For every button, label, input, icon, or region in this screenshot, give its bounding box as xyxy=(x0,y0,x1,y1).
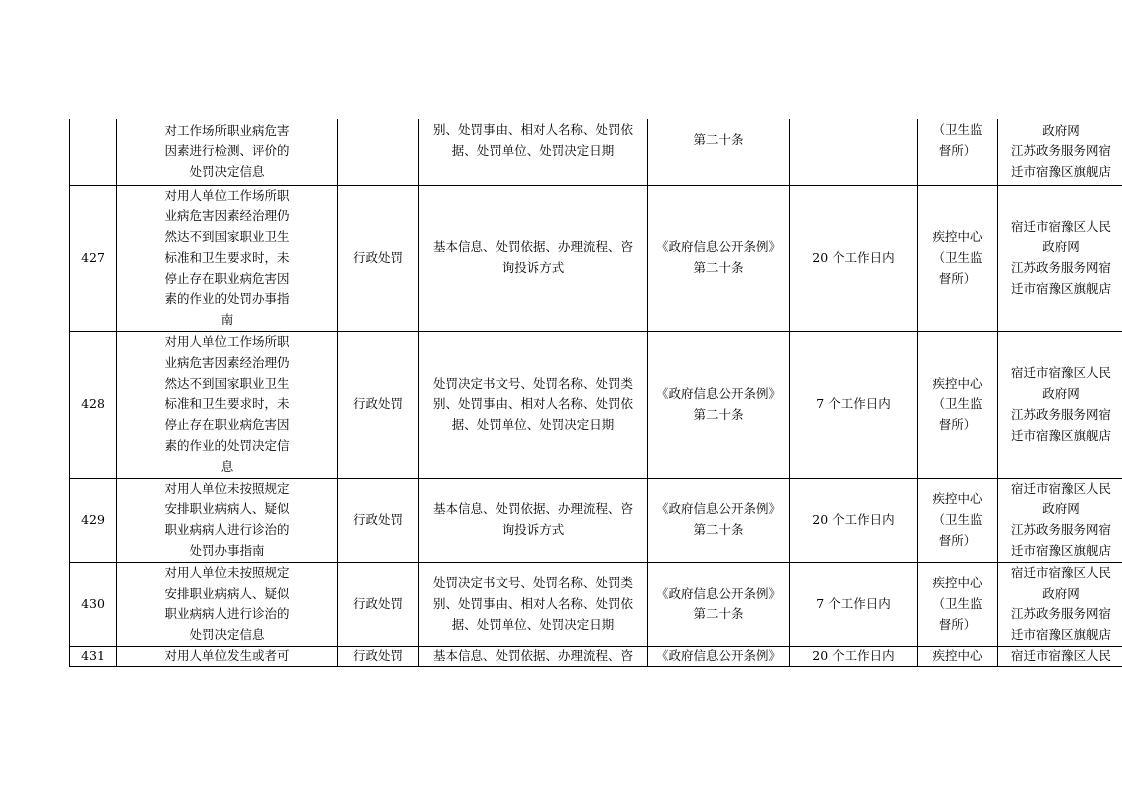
item-name-cell: 对用人单位未按照规定 安排职业病病人、疑似 职业病病人进行诊治的 处罚办事指南 xyxy=(117,478,338,562)
disclosure-content-cell: 基本信息、处罚依据、办理流程、咨 xyxy=(419,647,648,667)
category-cell: 行政处罚 xyxy=(338,478,419,562)
time-limit-cell: 20 个工作日内 xyxy=(790,478,918,562)
category-cell: 行政处罚 xyxy=(338,185,419,332)
table-row xyxy=(70,562,1122,646)
row-number-cell: 428 xyxy=(70,332,117,479)
category-cell: 行政处罚 xyxy=(338,562,419,646)
legal-basis-cell: 《政府信息公开条例》 第二十条 xyxy=(648,185,790,332)
legal-basis-cell: 《政府信息公开条例》 xyxy=(648,647,790,667)
disclosure-content-cell: 处罚决定书文号、处罚名称、处罚类 别、处罚事由、相对人名称、处罚依 据、处罚单位、处罚决定日期 xyxy=(419,562,648,646)
time-limit-cell: 7 个工作日内 xyxy=(790,332,918,479)
item-name-cell: 对用人单位发生或者可 xyxy=(117,647,338,667)
table-row xyxy=(70,647,1122,667)
disclosure-content-cell: 基本信息、处罚依据、办理流程、咨 询投诉方式 xyxy=(419,185,648,332)
legal-basis-cell: 《政府信息公开条例》 第二十条 xyxy=(648,332,790,479)
department-cell: （卫生监 督所） xyxy=(918,119,998,185)
disclosure-content-cell: 别、处罚事由、相对人名称、处罚依 据、处罚单位、处罚决定日期 xyxy=(419,119,648,185)
row-number-cell: 429 xyxy=(70,478,117,562)
channel-cell: 宿迁市宿豫区人民 政府网 江苏政务服务网宿 迁市宿豫区旗舰店 xyxy=(998,185,1122,332)
disclosure-content-cell: 基本信息、处罚依据、办理流程、咨 询投诉方式 xyxy=(419,478,648,562)
row-number-cell: 427 xyxy=(70,185,117,332)
row-number-cell: 430 xyxy=(70,562,117,646)
category-cell: 行政处罚 xyxy=(338,647,419,667)
category-cell: 行政处罚 xyxy=(338,332,419,479)
department-cell: 疾控中心 xyxy=(918,647,998,667)
time-limit-cell xyxy=(790,119,918,185)
channel-cell: 宿迁市宿豫区人民 政府网 江苏政务服务网宿 迁市宿豫区旗舰店 xyxy=(998,332,1122,479)
legal-basis-cell: 第二十条 xyxy=(648,119,790,185)
category-cell xyxy=(338,119,419,185)
channel-cell: 宿迁市宿豫区人民 政府网 江苏政务服务网宿 迁市宿豫区旗舰店 xyxy=(998,478,1122,562)
department-cell: 疾控中心 （卫生监 督所） xyxy=(918,185,998,332)
department-cell: 疾控中心 （卫生监 督所） xyxy=(918,332,998,479)
disclosure-table xyxy=(69,119,1122,667)
department-cell: 疾控中心 （卫生监 督所） xyxy=(918,562,998,646)
row-number-cell xyxy=(70,119,117,185)
time-limit-cell: 20 个工作日内 xyxy=(790,185,918,332)
disclosure-content-cell: 处罚决定书文号、处罚名称、处罚类 别、处罚事由、相对人名称、处罚依 据、处罚单位、处罚决定日期 xyxy=(419,332,648,479)
channel-cell: 政府网 江苏政务服务网宿 迁市宿豫区旗舰店 xyxy=(998,119,1122,185)
time-limit-cell: 20 个工作日内 xyxy=(790,647,918,667)
time-limit-cell: 7 个工作日内 xyxy=(790,562,918,646)
item-name-cell: 对工作场所职业病危害 因素进行检测、评价的 处罚决定信息 xyxy=(117,119,338,185)
item-name-cell: 对用人单位工作场所职 业病危害因素经治理仍 然达不到国家职业卫生 标准和卫生要求时，未 停止存在职业病危害因 素的作业的处罚办事指 南 xyxy=(117,185,338,332)
channel-cell: 宿迁市宿豫区人民 xyxy=(998,647,1122,667)
table-row xyxy=(70,185,1122,332)
legal-basis-cell: 《政府信息公开条例》 第二十条 xyxy=(648,478,790,562)
channel-cell: 宿迁市宿豫区人民 政府网 江苏政务服务网宿 迁市宿豫区旗舰店 xyxy=(998,562,1122,646)
table-row xyxy=(70,332,1122,479)
item-name-cell: 对用人单位工作场所职 业病危害因素经治理仍 然达不到国家职业卫生 标准和卫生要求时，未 停止存在职业病危害因 素的作业的处罚决定信 息 xyxy=(117,332,338,479)
department-cell: 疾控中心 （卫生监 督所） xyxy=(918,478,998,562)
item-name-cell: 对用人单位未按照规定 安排职业病病人、疑似 职业病病人进行诊治的 处罚决定信息 xyxy=(117,562,338,646)
row-number-cell: 431 xyxy=(70,647,117,667)
table-row xyxy=(70,119,1122,185)
legal-basis-cell: 《政府信息公开条例》 第二十条 xyxy=(648,562,790,646)
table-row xyxy=(70,478,1122,562)
